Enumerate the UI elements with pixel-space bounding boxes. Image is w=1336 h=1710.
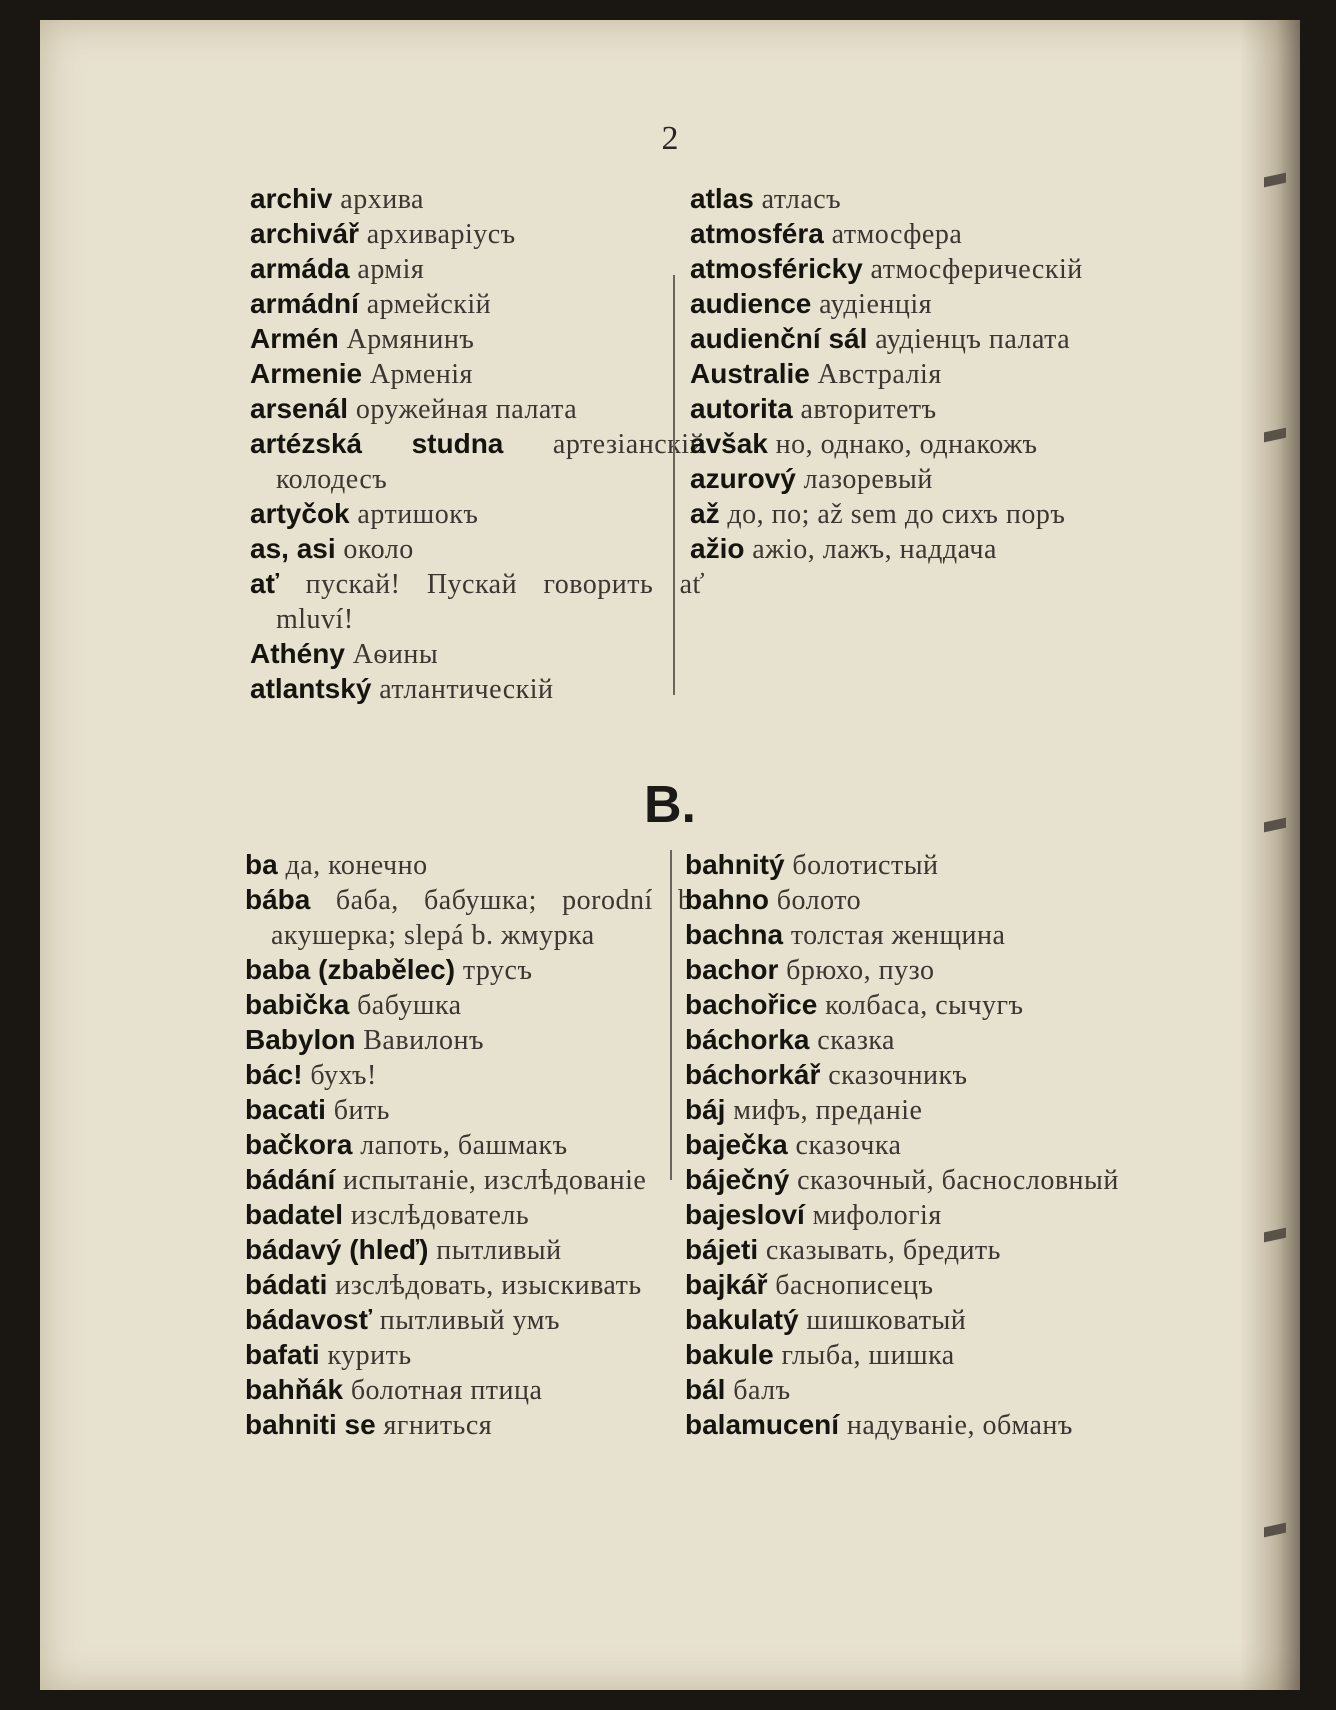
dictionary-entry — [685, 1163, 1140, 1198]
entry-headword: armádní — [250, 288, 359, 319]
dictionary-entry — [250, 497, 705, 532]
entry-translation: армія — [357, 254, 425, 285]
dictionary-entry — [245, 1198, 700, 1233]
entry-headword: ba — [245, 849, 278, 880]
entry-translation: баснописецъ — [775, 1270, 934, 1301]
entry-headword: bájeti — [685, 1234, 759, 1265]
entry-headword: badatel — [245, 1199, 344, 1230]
dictionary-entry — [685, 1408, 1140, 1443]
entry-translation: надуваніе, обманъ — [846, 1410, 1073, 1441]
dictionary-entry — [250, 217, 705, 252]
dictionary-entry — [685, 883, 1140, 918]
entry-headword: armáda — [250, 253, 350, 284]
entry-headword: báječný — [685, 1164, 790, 1195]
entry-headword: báchorkář — [685, 1059, 821, 1090]
entry-translation: болото — [776, 885, 862, 916]
page-number: 2 — [661, 120, 679, 157]
dictionary-entry — [245, 883, 700, 953]
column-2 — [690, 182, 1145, 567]
entry-translation: атмосферическій — [870, 254, 1083, 285]
dictionary-entry — [690, 217, 1145, 252]
dictionary-entry — [245, 1373, 700, 1408]
dictionary-entry — [690, 532, 1145, 567]
entry-translation: Арменія — [369, 359, 473, 390]
entry-translation: сказочный, баснословный — [797, 1165, 1119, 1196]
entry-translation: Австралія — [817, 359, 942, 390]
entry-translation: да, конечно — [285, 850, 428, 881]
entry-translation: архиваріусъ — [366, 219, 516, 250]
entry-headword: artézská studna — [250, 428, 504, 459]
entry-headword: azurový — [690, 463, 796, 494]
dictionary-entry — [685, 848, 1140, 883]
entry-translation: но, однако, однакожъ — [775, 429, 1038, 460]
entry-translation: армейскій — [366, 289, 492, 320]
column-1 — [250, 182, 705, 707]
entry-headword: baječka — [685, 1129, 788, 1160]
entry-translation: изслѣдователь — [350, 1200, 530, 1231]
entry-headword: bajkář — [685, 1269, 768, 1300]
dictionary-page — [40, 20, 1300, 1690]
entry-translation: оружейная палата — [355, 394, 578, 425]
dictionary-entry — [245, 953, 700, 988]
dictionary-entry — [245, 1338, 700, 1373]
entry-translation: сказка — [817, 1025, 895, 1056]
dictionary-entry — [245, 1268, 700, 1303]
dictionary-entry — [245, 1023, 700, 1058]
entry-headword: atlas — [690, 183, 754, 214]
entry-headword: bál — [685, 1374, 726, 1405]
entry-translation: ажіо, лажъ, наддача — [752, 534, 997, 565]
dictionary-entry — [245, 1093, 700, 1128]
dictionary-entry — [250, 252, 705, 287]
entry-headword: bahnitý — [685, 849, 785, 880]
entry-headword: bác! — [245, 1059, 303, 1090]
entry-translation: испытаніе, изслѣдованіе — [343, 1165, 647, 1196]
dictionary-entry — [690, 252, 1145, 287]
entry-headword: autorita — [690, 393, 793, 424]
dictionary-entry — [685, 1128, 1140, 1163]
dictionary-entry — [250, 182, 705, 217]
entry-translation: до, по; až sem до сихъ поръ — [727, 499, 1066, 530]
entry-translation: брюхо, пузо — [786, 955, 935, 986]
column-4 — [685, 848, 1140, 1443]
entry-headword: ažio — [690, 533, 745, 564]
dictionary-entry — [250, 322, 705, 357]
entry-headword: báchorka — [685, 1024, 810, 1055]
dictionary-entry — [690, 287, 1145, 322]
page-gutter-shadow — [1240, 20, 1300, 1690]
dictionary-entry — [245, 1303, 700, 1338]
entry-translation: лазоревый — [803, 464, 933, 495]
dictionary-entry — [245, 1233, 700, 1268]
entry-translation: атласъ — [761, 184, 842, 215]
entry-headword: ať — [250, 568, 279, 599]
entry-headword: bajesloví — [685, 1199, 805, 1230]
entry-headword: bába — [245, 884, 311, 915]
dictionary-entry — [690, 357, 1145, 392]
entry-translation: Аѳины — [352, 639, 439, 670]
entry-translation: артишокъ — [357, 499, 479, 530]
entry-headword: bádavý (hleď) — [245, 1234, 429, 1265]
entry-translation: колбаса, сычугъ — [825, 990, 1024, 1021]
entry-headword: baba (zbabělec) — [245, 954, 456, 985]
dictionary-entry — [245, 1058, 700, 1093]
dictionary-entry — [245, 848, 700, 883]
dictionary-entry — [250, 287, 705, 322]
entry-translation: пускай! Пускай говорить ať mluví! — [276, 569, 706, 635]
dictionary-entry — [685, 1338, 1140, 1373]
dictionary-entry — [685, 1303, 1140, 1338]
dictionary-entry — [690, 392, 1145, 427]
entry-headword: bádati — [245, 1269, 328, 1300]
entry-translation: трусъ — [462, 955, 533, 986]
dictionary-entry — [690, 322, 1145, 357]
entry-headword: Australie — [690, 358, 810, 389]
entry-headword: avšak — [690, 428, 768, 459]
section-heading: B. — [644, 776, 696, 834]
dictionary-entry — [685, 1373, 1140, 1408]
entry-translation: болотная птица — [350, 1375, 543, 1406]
entry-headword: bachna — [685, 919, 784, 950]
entry-translation: сказывать, бредить — [765, 1235, 1001, 1266]
entry-translation: лапоть, башмакъ — [360, 1130, 568, 1161]
entry-headword: babička — [245, 989, 350, 1020]
entry-headword: báj — [685, 1094, 726, 1125]
entry-headword: archivář — [250, 218, 359, 249]
dictionary-entry — [245, 988, 700, 1023]
entry-headword: bacati — [245, 1094, 326, 1125]
entry-headword: bačkora — [245, 1129, 353, 1160]
dictionary-entry — [250, 357, 705, 392]
dictionary-entry — [690, 427, 1145, 462]
entry-translation: аудіенція — [819, 289, 932, 320]
entry-headword: Armén — [250, 323, 339, 354]
entry-headword: až — [690, 498, 720, 529]
entry-headword: balamucení — [685, 1409, 840, 1440]
entry-translation: атлантическій — [379, 674, 554, 705]
entry-headword: as, asi — [250, 533, 336, 564]
entry-headword: archiv — [250, 183, 333, 214]
entry-translation: мифъ, преданіе — [733, 1095, 923, 1126]
entry-translation: ягниться — [383, 1410, 493, 1441]
dictionary-entry — [245, 1408, 700, 1443]
entry-headword: bafati — [245, 1339, 320, 1370]
dictionary-entry — [685, 1093, 1140, 1128]
entry-translation: архива — [340, 184, 424, 215]
entry-translation: бухъ! — [310, 1060, 377, 1091]
dictionary-entry — [250, 637, 705, 672]
dictionary-entry — [250, 427, 705, 497]
entry-translation: балъ — [733, 1375, 791, 1406]
entry-translation: бить — [333, 1095, 390, 1126]
dictionary-entry — [690, 462, 1145, 497]
entry-translation: болотистый — [792, 850, 939, 881]
dictionary-entry — [250, 532, 705, 567]
entry-headword: atmosféricky — [690, 253, 863, 284]
entry-translation: пытливый умъ — [379, 1305, 560, 1336]
entry-headword: bachor — [685, 954, 779, 985]
entry-translation: аудіенцъ палата — [875, 324, 1071, 355]
dictionary-entry — [250, 567, 705, 637]
dictionary-entry — [685, 1233, 1140, 1268]
entry-translation: около — [343, 534, 414, 565]
entry-translation: Армянинъ — [346, 324, 475, 355]
entry-translation: сказочка — [795, 1130, 902, 1161]
entry-headword: bakulatý — [685, 1304, 799, 1335]
entry-translation: баба, бабушка; porodní b. акушерка; slepá b. жмурка — [271, 885, 700, 951]
dictionary-entry — [685, 953, 1140, 988]
dictionary-entry — [685, 1198, 1140, 1233]
dictionary-entry — [245, 1128, 700, 1163]
entry-headword: bakule — [685, 1339, 774, 1370]
entry-headword: bádání — [245, 1164, 336, 1195]
dictionary-entry — [685, 1058, 1140, 1093]
entry-headword: atmosféra — [690, 218, 824, 249]
entry-translation: мифологія — [812, 1200, 942, 1231]
entry-headword: arsenál — [250, 393, 349, 424]
column-divider-bottom — [670, 850, 672, 1180]
entry-headword: bahniti se — [245, 1409, 376, 1440]
entry-translation: Вавилонъ — [363, 1025, 484, 1056]
entry-headword: audience — [690, 288, 812, 319]
dictionary-entry — [685, 988, 1140, 1023]
entry-headword: bádavosť — [245, 1304, 373, 1335]
dictionary-entry — [685, 918, 1140, 953]
dictionary-entry — [245, 1163, 700, 1198]
entry-headword: bahno — [685, 884, 769, 915]
dictionary-entry — [685, 1023, 1140, 1058]
entry-translation: изслѣдовать, изыскивать — [335, 1270, 642, 1301]
entry-translation: артезіанскій колодесъ — [276, 429, 706, 495]
entry-translation: атмосфера — [831, 219, 963, 250]
entry-translation: авторитетъ — [800, 394, 937, 425]
entry-headword: artyčok — [250, 498, 350, 529]
entry-headword: audienční sál — [690, 323, 868, 354]
entry-headword: Armenie — [250, 358, 363, 389]
entry-translation: шишковатый — [806, 1305, 967, 1336]
dictionary-entry — [250, 672, 705, 707]
entry-translation: пытливый — [436, 1235, 562, 1266]
entry-headword: bachořice — [685, 989, 818, 1020]
entry-headword: bahňák — [245, 1374, 344, 1405]
entry-translation: сказочникъ — [828, 1060, 968, 1091]
dictionary-entry — [690, 182, 1145, 217]
column-divider-top — [673, 275, 675, 695]
entry-headword: Athény — [250, 638, 345, 669]
entry-translation: бабушка — [357, 990, 462, 1021]
dictionary-entry — [685, 1268, 1140, 1303]
entry-translation: глыба, шишка — [781, 1340, 955, 1371]
entry-translation: толстая женщина — [790, 920, 1006, 951]
column-3 — [245, 848, 700, 1443]
entry-headword: Babylon — [245, 1024, 356, 1055]
dictionary-entry — [690, 497, 1145, 532]
entry-translation: курить — [327, 1340, 412, 1371]
dictionary-entry — [250, 392, 705, 427]
entry-headword: atlantský — [250, 673, 372, 704]
